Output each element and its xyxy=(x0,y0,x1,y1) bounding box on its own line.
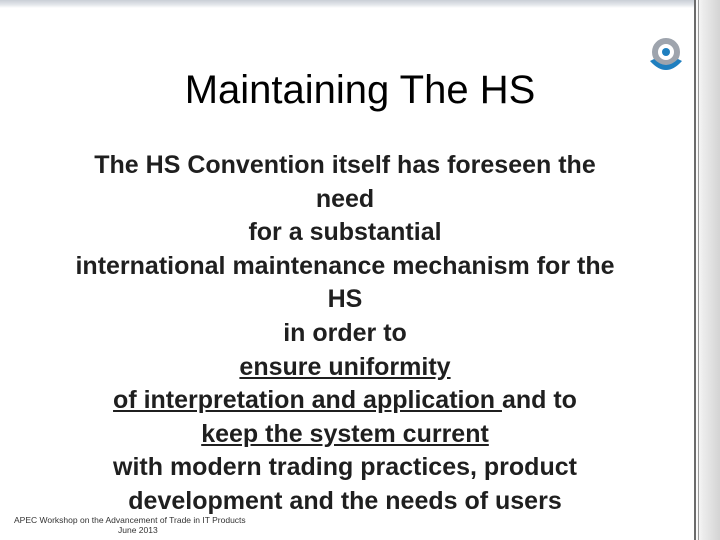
top-border-band xyxy=(0,0,720,8)
footer-date: June 2013 xyxy=(118,525,158,535)
body-line: in order to xyxy=(283,318,407,347)
body-line: HS xyxy=(327,285,363,314)
body-line: need xyxy=(315,184,375,213)
body-line-interpretation xyxy=(20,384,670,418)
body-line: development and the needs of users xyxy=(128,486,562,515)
slide-body xyxy=(20,149,670,519)
slide-footer xyxy=(14,515,246,535)
slide-title: Maintaining The HS xyxy=(184,68,536,112)
body-line: The HS Convention itself has foreseen the xyxy=(94,151,596,179)
footer-event: APEC Workshop on the Advancement of Trade in IT Products xyxy=(14,515,246,525)
body-line: international maintenance mechanism for the xyxy=(75,251,615,280)
body-line: for a substantial xyxy=(248,218,442,247)
underlined-phrase-interpretation: of interpretation and application xyxy=(113,386,502,415)
underlined-phrase-current: keep the system current xyxy=(201,419,489,448)
body-line-fragment: and to xyxy=(501,386,577,415)
body-line: with modern trading practices, product xyxy=(113,453,577,482)
underlined-phrase-uniformity: ensure uniformity xyxy=(239,352,451,381)
